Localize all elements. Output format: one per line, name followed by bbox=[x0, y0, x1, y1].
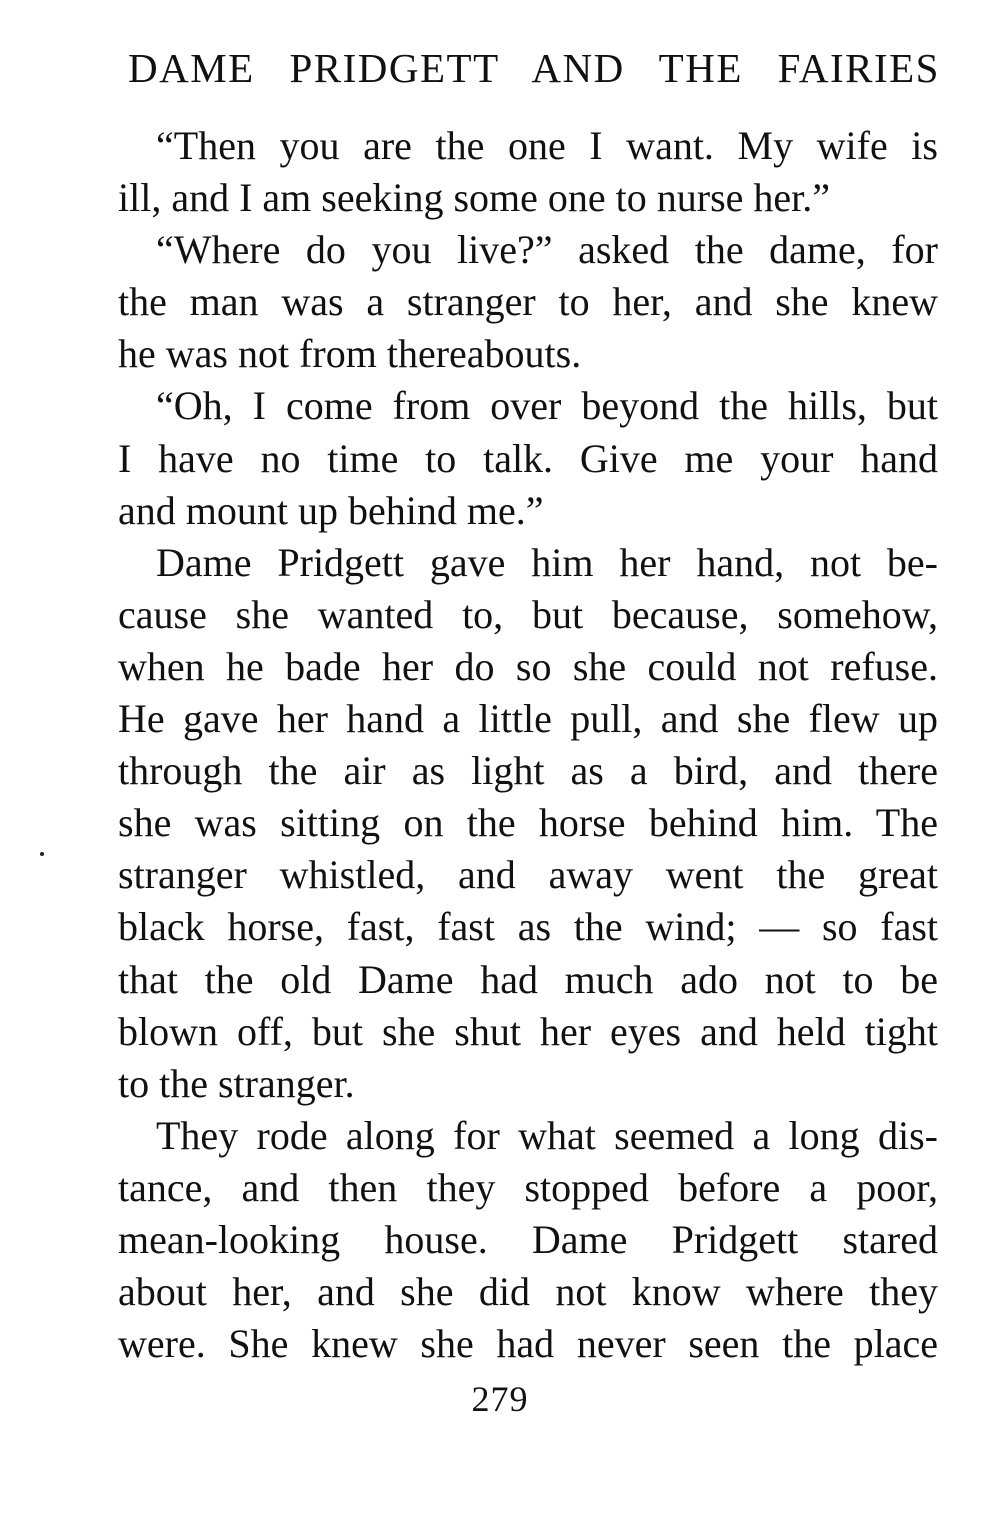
text-line: that the old Dame had much ado not to be bbox=[118, 956, 938, 1002]
text-line: “Oh, I come from over beyond the hills, but bbox=[156, 383, 938, 429]
text-line: and mount up behind me.” bbox=[118, 487, 544, 533]
text-line: to the stranger. bbox=[118, 1060, 355, 1106]
text-line: “Where do you live?” asked the dame, for bbox=[156, 227, 938, 273]
print-speck bbox=[40, 852, 44, 856]
text-line: the man was a stranger to her, and she knew bbox=[118, 279, 938, 325]
text-line: mean-looking house. Dame Pridgett stared bbox=[118, 1216, 938, 1262]
page-number: 279 bbox=[471, 1379, 529, 1419]
text-line: Dame Pridgett gave him her hand, not be- bbox=[156, 539, 938, 585]
text-line: black horse, fast, fast as the wind; — so fast bbox=[118, 904, 938, 950]
text-line: about her, and she did not know where they bbox=[118, 1269, 938, 1315]
text-line: through the air as light as a bird, and there bbox=[118, 748, 938, 794]
running-head: DAME PRIDGETT AND THE FAIRIES bbox=[128, 45, 940, 91]
text-line: when he bade her do so she could not refuse. bbox=[118, 643, 938, 689]
text-line: she was sitting on the horse behind him. The bbox=[118, 800, 938, 846]
text-line: blown off, but she shut her eyes and held tight bbox=[118, 1008, 938, 1054]
text-line: he was not from thereabouts. bbox=[118, 331, 582, 377]
text-line: stranger whistled, and away went the great bbox=[118, 852, 938, 898]
text-line: He gave her hand a little pull, and she flew up bbox=[118, 696, 938, 742]
text-line: I have no time to talk. Give me your hand bbox=[118, 435, 938, 481]
text-line: They rode along for what seemed a long dis- bbox=[156, 1112, 938, 1158]
text-line: tance, and then they stopped before a poor, bbox=[118, 1164, 938, 1210]
text-line: cause she wanted to, but because, somehow, bbox=[118, 591, 938, 637]
text-line: “Then you are the one I want. My wife is bbox=[156, 123, 938, 168]
body-text bbox=[118, 120, 938, 1370]
text-line: ill, and I am seeking some one to nurse her.” bbox=[118, 175, 831, 221]
text-line: were. She knew she had never seen the place bbox=[118, 1321, 938, 1367]
